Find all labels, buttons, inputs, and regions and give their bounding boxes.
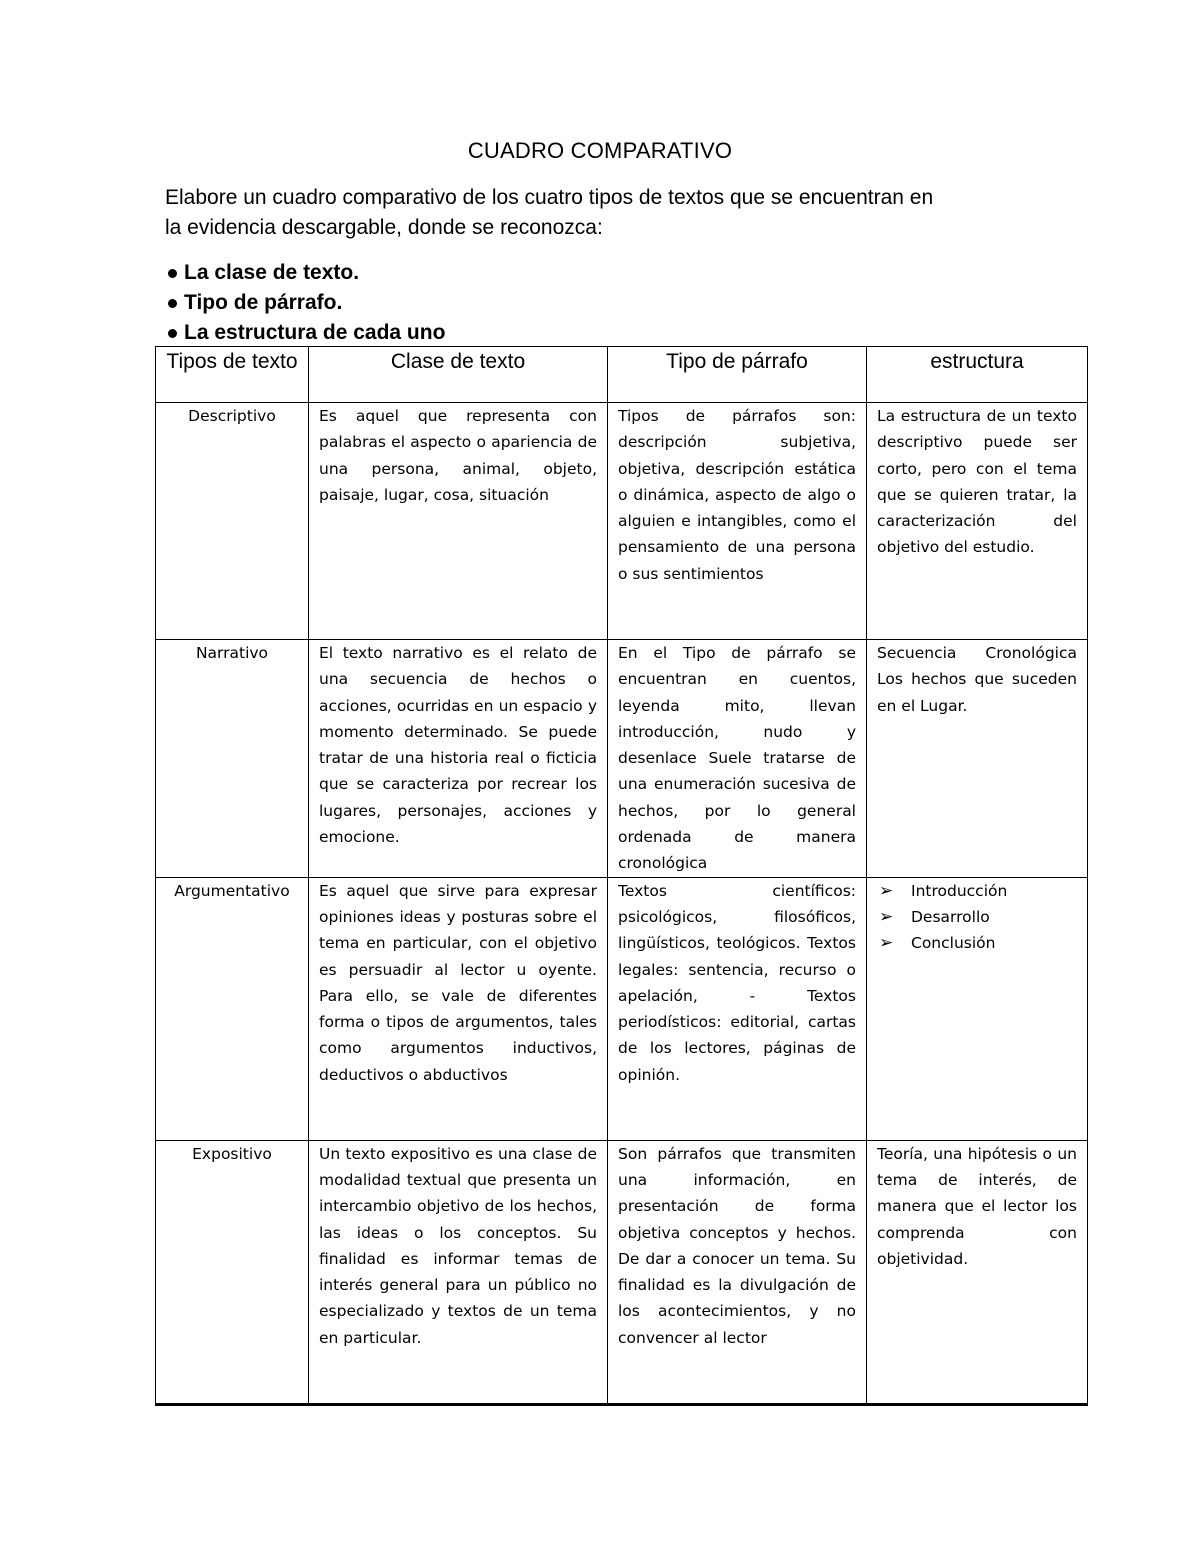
- cell-parrafo: Tipos de párrafos son: descripción subjetiva, objetiva, descripción estática o dinámica, aspecto de algo o alguien e intangibles, como el pensamiento de una persona o sus sentimientos: [608, 403, 867, 640]
- table-row: [156, 640, 1088, 878]
- header-clase: Clase de texto: [309, 347, 608, 403]
- list-item: [165, 258, 865, 288]
- header-parrafo: Tipo de párrafo: [608, 347, 867, 403]
- comparison-table: [155, 346, 1088, 1406]
- table-row: [156, 403, 1088, 640]
- cell-estructura: Teoría, una hipótesis o un tema de interés, de manera que el lector los comprenda con objetividad.: [867, 1140, 1088, 1404]
- cell-parrafo: En el Tipo de párrafo se encuentran en cuentos, leyenda mito, llevan introducción, nudo y desenlace Suele tratarse de una enumeración sucesiva de hechos, por lo general ordenada de manera cronológica: [608, 640, 867, 878]
- cell-clase: Es aquel que sirve para expresar opiniones ideas y posturas sobre el tema en particular, con el objetivo es persuadir al lector u oyente. Para ello, se vale de diferentes forma o tipos de argumentos, tales como argumentos inductivos, deductivos o abductivos: [309, 877, 608, 1140]
- list-item-text: Introducción: [911, 881, 1008, 900]
- list-item: [879, 878, 1077, 904]
- cell-parrafo: Textos científicos: psicológicos, filosóficos, lingüísticos, teológicos. Textos legales: sentencia, recurso o apelación, - Textos periodísticos: editorial, cartas de los lectores, páginas de opinión.: [608, 877, 867, 1140]
- list-item-text: Desarrollo: [911, 907, 990, 926]
- instructions: [165, 183, 1045, 243]
- header-tipos: Tipos de texto: [156, 347, 309, 403]
- table-row: [156, 877, 1088, 1140]
- list-item: [165, 288, 865, 318]
- cell-tipo: Expositivo: [156, 1140, 309, 1404]
- list-item-text: Conclusión: [911, 934, 996, 953]
- arrow-bullet-icon: ➢: [879, 906, 894, 927]
- bullet-icon: [168, 269, 177, 278]
- cell-clase: El texto narrativo es el relato de una secuencia de hechos o acciones, ocurridas en un espacio y momento determinado. Se puede tratar de una historia real o ficticia que se caracteriza por recrear los lugares, personajes, acciones y emocione.: [309, 640, 608, 878]
- structure-list: [877, 878, 1077, 957]
- cell-tipo: Narrativo: [156, 640, 309, 878]
- table-header-row: [156, 347, 1088, 403]
- list-item-text: Tipo de párrafo.: [184, 291, 343, 314]
- bullet-icon: [168, 329, 177, 338]
- list-item: [879, 904, 1077, 930]
- page-title: CUADRO COMPARATIVO: [467, 138, 733, 163]
- arrow-bullet-icon: ➢: [879, 933, 894, 954]
- cell-clase: Un texto expositivo es una clase de modalidad textual que presenta un intercambio objetivo de los hechos, las ideas o los conceptos. Su finalidad es informar temas de interés general para un público no especializado y textos de un tema en particular.: [309, 1140, 608, 1404]
- requirements-list: [165, 258, 865, 348]
- cell-parrafo: Son párrafos que transmiten una información, en presentación de forma objetiva conceptos y hechos. De dar a conocer un tema. Su finalidad es la divulgación de los acontecimientos, y no convencer al lector: [608, 1140, 867, 1404]
- list-item: [165, 318, 865, 348]
- list-item: [879, 930, 1077, 956]
- cell-clase: Es aquel que representa con palabras el aspecto o apariencia de una persona, animal, objeto, paisaje, lugar, cosa, situación: [309, 403, 608, 640]
- instructions-line-1: Elabore un cuadro comparativo de los cuatro tipos de textos que se encuentran en: [165, 186, 934, 209]
- cell-tipo: Argumentativo: [156, 877, 309, 1140]
- arrow-bullet-icon: ➢: [879, 880, 894, 901]
- cell-estructura: [867, 877, 1088, 1140]
- header-estructura: estructura: [867, 347, 1088, 403]
- cell-estructura: Secuencia Cronológica Los hechos que suceden en el Lugar.: [867, 640, 1088, 878]
- list-item-text: La clase de texto.: [184, 261, 360, 284]
- bullet-icon: [168, 299, 177, 308]
- instructions-line-2: la evidencia descargable, donde se reconozca:: [165, 216, 603, 239]
- cell-tipo: Descriptivo: [156, 403, 309, 640]
- cell-estructura: La estructura de un texto descriptivo puede ser corto, pero con el tema que se quieren tratar, la caracterización del objetivo del estudio.: [867, 403, 1088, 640]
- list-item-text: La estructura de cada uno: [184, 321, 446, 344]
- table-row: [156, 1140, 1088, 1404]
